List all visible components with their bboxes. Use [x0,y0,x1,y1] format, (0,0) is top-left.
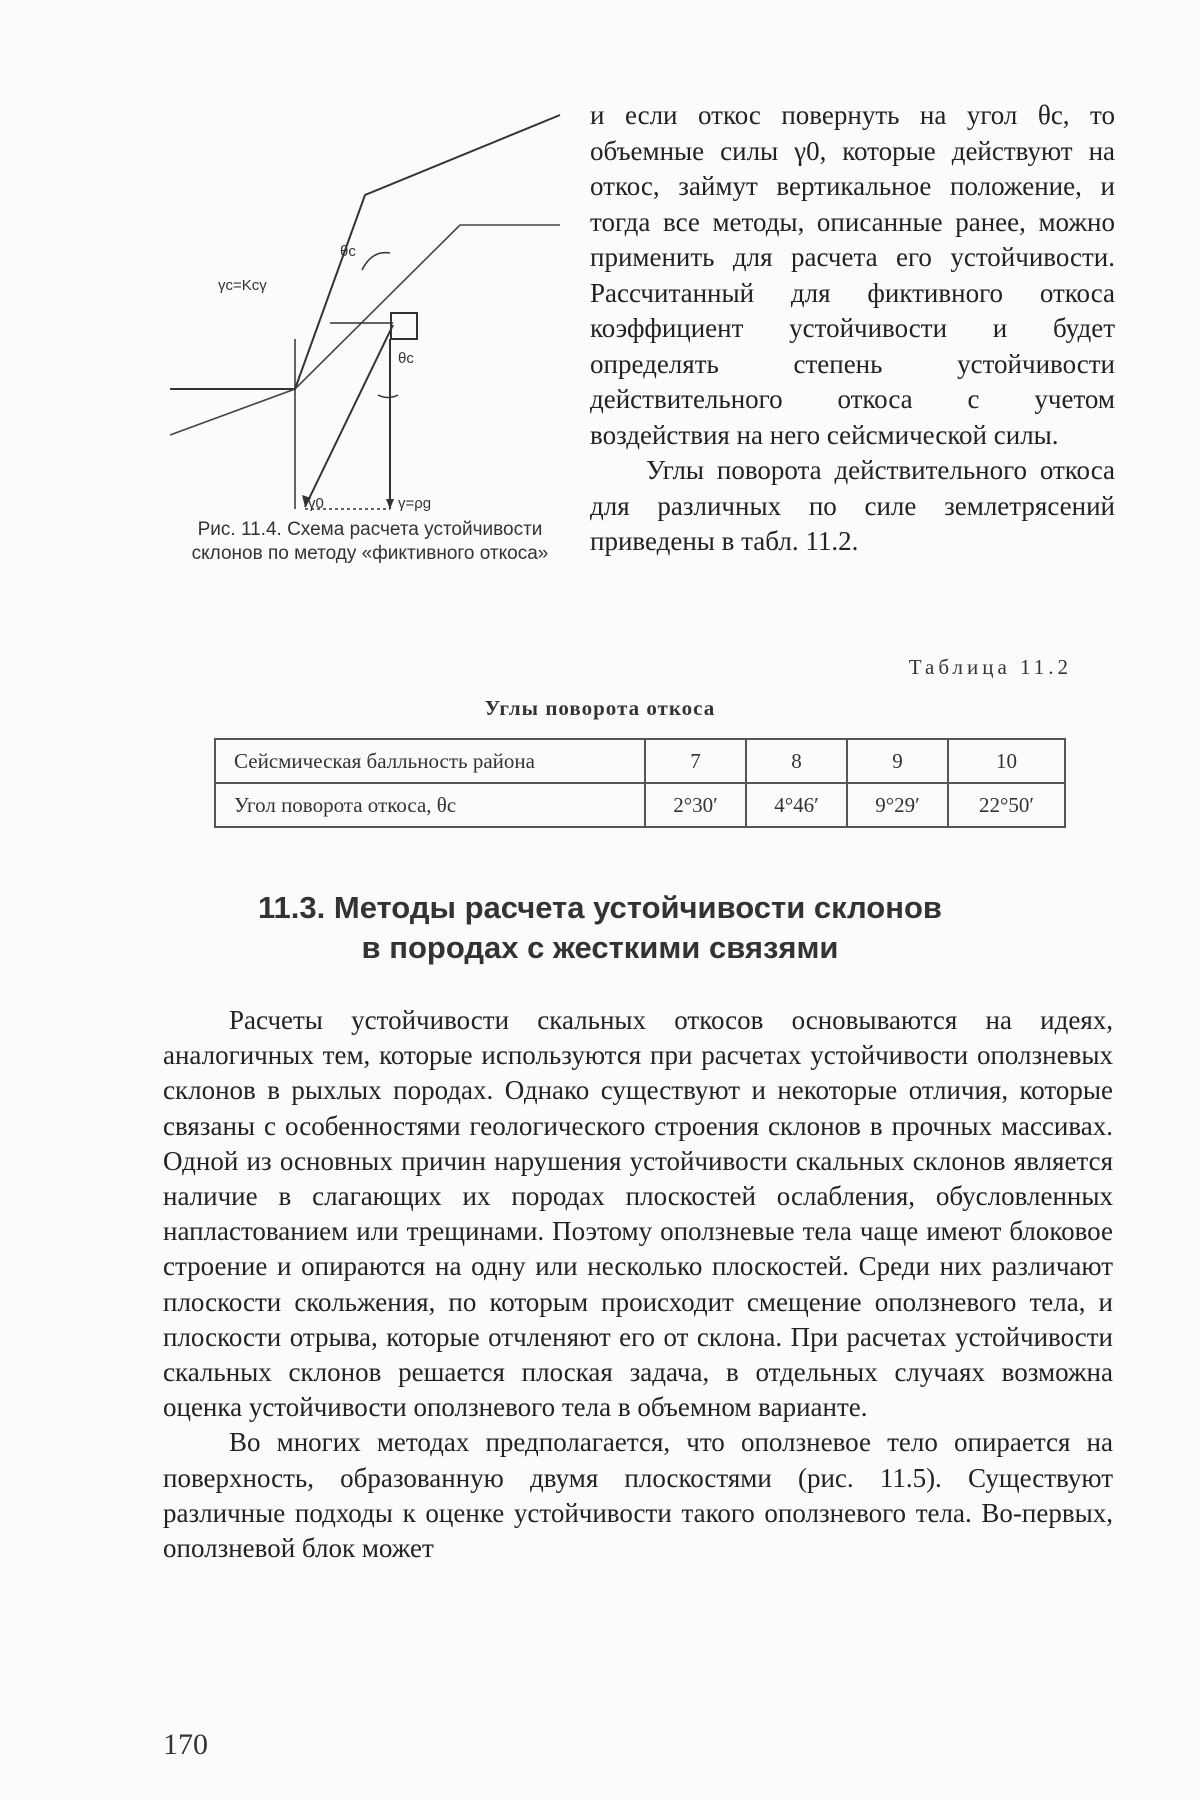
gamma-arrowhead [386,499,394,509]
body-paragraph-2: Во многих методах предполагается, что оползневое тело опирается на поверхность, образованную двумя плоскостями (рис. 11.5). Существуют различные подходы к оценке устойчивости такого оползневого тела. Во-первых, оползневой блок может [163,1427,1113,1564]
section-heading-line-2: в породах с жесткими связями [361,930,839,965]
body-text [163,1003,1113,1566]
page-number: 170 [163,1728,208,1761]
table-cell: 9°29′ [847,783,948,827]
seismic-angles-table [214,738,1066,828]
section-heading-line-1: 11.3. Методы расчета устойчивости склонов [258,890,942,925]
table-row [215,739,1065,783]
row-header-angle: Угол поворота откоса, θc [215,783,645,827]
table-cell: 22°50′ [948,783,1065,827]
table-cell: 2°30′ [645,783,746,827]
soil-element-square [391,313,417,339]
right-paragraph-2: Углы поворота действительного откоса для различных по силе землетрясений приведены в табл. 11.2. [590,455,1115,556]
table-row [215,783,1065,827]
label-theta-c-mid: θc [398,350,414,367]
slope-diagram [140,95,580,565]
row-header-seismicity: Сейсмическая балльность района [215,739,645,783]
figure-11-4 [140,95,580,565]
table-cell: 8 [746,739,847,783]
label-gamma-0: γ0 [308,495,324,512]
right-paragraph-1: и если откос повернуть на угол θc, то объемные силы γ0, которые действуют на откос, займут вертикальное положение, и тогда все методы, описанные ранее, можно применить для расчета его устойчивости. Рассчитанный для фиктивного откоса коэффициент устойчивости и будет определять степень устойчивости действительного откоса с учетом воздействия на него сейсмической силы. [590,100,1115,450]
label-gamma: γ=ρg [398,495,432,512]
fictitious-slope-line [170,225,560,435]
right-column-text [590,98,1115,560]
table-cell: 10 [948,739,1065,783]
table-title: Углы поворота откоса [484,696,716,720]
theta-arc-mid [378,395,398,398]
body-paragraph-1: Расчеты устойчивости скальных откосов основываются на идеях, аналогичных тем, которые используются при расчетах устойчивости оползневых склонов в рыхлых породах. Однако существуют и некоторые отличия, которые связаны с особенностями геологического строения склонов в прочных массивах. Одной из основных причин нарушения устойчивости скальных склонов является наличие в слагающих их породах плоскостей ослабления, обусловленных напластованием или трещинами. Поэтому оползневые тела чаще имеют блоковое строение и опираются на одну или несколько плоскостей. Среди них различают плоскости скольжения, по которым происходит смещение оползневого тела, и плоскости отрыва, которые отчленяют его от склона. При расчетах устойчивости скальных склонов решается плоская задача, в отдельных случаях возможна оценка устойчивости оползневого тела в объемном варианте. [163,1005,1113,1423]
table-cell: 4°46′ [746,783,847,827]
label-gamma-c: γc=Kcγ [218,277,267,294]
table-cell: 9 [847,739,948,783]
figure-caption: Рис. 11.4. Схема расчета устойчивости склонов по методу «фиктивного откоса» [191,519,549,564]
gamma0-resultant [305,325,393,507]
label-theta-c-top: θc [340,243,356,260]
real-slope-line [170,115,560,389]
theta-arc-top [362,253,390,270]
table-label: Таблица 11.2 [908,655,1072,679]
table-cell: 7 [645,739,746,783]
section-heading [0,888,1200,968]
